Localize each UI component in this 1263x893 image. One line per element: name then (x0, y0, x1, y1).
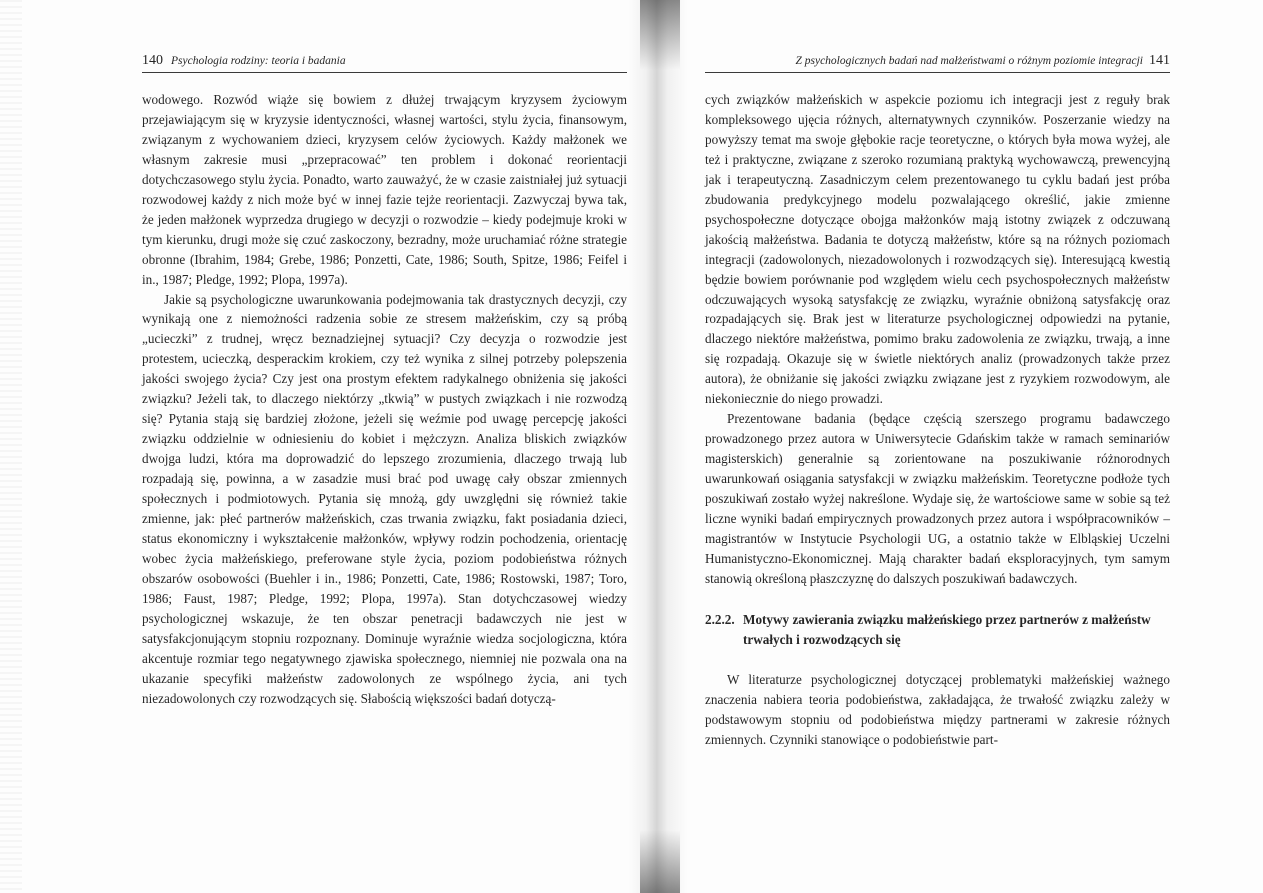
book-gutter (628, 0, 688, 893)
left-paragraph-2: Jakie są psychologiczne uwarunkowania podejmowania tak drastycznych decyzji, czy wynikają one z niemożności radzenia sobie ze stresem małżeńskim, czy są próbą „ucieczki” z trudnej, wręcz beznadziejnej sytuacji? Czy decyzja o rozwodzie jest protestem, ucieczką, desperackim krokiem, czy też wynika z silnej potrzeby polepszenia jakości swojego życia? Czy jest ona prostym efektem radykalnego obniżenia się jakości związku? Jeżeli tak, to dlaczego niektórzy „tkwią” w pustych związkach i nie rozwodzą się? Pytania stają się bardziej złożone, jeżeli się weźmie pod uwagę percepcję jakości związku oddzielnie w odniesieniu do kobiet i mężczyzn. Analiza bliskich związków dwojga ludzi, która ma doprowadzić do lepszego zrozumienia, dlaczego trwają lub rozpadają się, powinna, a w zasadzie musi brać pod uwagę cały obszar zmiennych społecznych i podmiotowych. Pytania się mnożą, gdy uwzględni się również takie zmienne, jak: płeć partnerów małżeńskich, czas trwania związku, fakt posiadania dzieci, status ekonomiczny i wykształcenie małżonków, wpływy rodzin pochodzenia, orientację wobec życia małżeńskiego, preferowane style życia, poziom podobieństwa różnych obszarów osobowości (Buehler i in., 1986; Ponzetti, Cate, 1986; Rostowski, 1987; Toro, 1986; Faust, 1987; Pledge, 1992; Plopa, 1997a). Stan dotychczasowej wiedzy psychologicznej wskazuje, że ten obszar penetracji badawczych nie jest w satysfakcjonującym stopniu rozpoznany. Dominuje wyraźnie wiedza socjologiczna, która akcentuje rozmiar tego negatywnego zjawiska społecznego, niemniej nie pozwala ona na ukazanie specyfiki małżeństw zadowolonych ze wspólnego życia, ani tych niezadowolonych czy rozwodzących się. Słabością większości badań dotyczą- (142, 291, 627, 706)
right-page-header (705, 50, 1170, 73)
left-page (142, 0, 627, 893)
left-page-body (142, 90, 627, 709)
left-paragraph-1: wodowego. Rozwód wiąże się bowiem z dłużej trwającym kryzysem życiowym przejawiającym się w kryzysie identyczności, własnej wartości, stylu życia, finansowym, związanym z wychowaniem dzieci, kryzysem celów życiowych. Każdy małżonek we własnym zakresie musi „przepracować” ten problem i dokonać reorientacji dotychczasowego stylu życia. Ponadto, warto zauważyć, że w czasie zaistniałej już sytuacji rozwodowej każdy z nich może być w innej fazie tejże reorientacji. Zazwyczaj bywa tak, że jeden małżonek wyprzedza drugiego w decyzji o rozwodzie – kiedy podejmuje kroki w tym kierunku, drugi może się czuć zaskoczony, bezradny, może uruchamiać różne strategie obronne (Ibrahim, 1984; Grebe, 1986; Ponzetti, Cate, 1986; South, Spitze, 1986; Feifel i in., 1987; Pledge, 1992; Plopa, 1997a). (142, 92, 627, 287)
right-page-body (705, 90, 1170, 750)
right-paragraph-3: W literaturze psychologicznej dotyczącej problematyki małżeńskiej ważnego znaczenia nabiera teoria podobieństwa, zakładająca, że trwałość związku zależy w podstawowym stopniu od podobieństwa między partnerami w zakresie różnych zmiennych. Czynniki stanowiące o podobieństwie part- (705, 671, 1170, 747)
right-page (705, 0, 1170, 893)
gutter-shadow-bottom (640, 830, 680, 893)
right-running-head: Z psychologicznych badań nad małżeństwami o różnym poziomie integracji (795, 55, 1143, 67)
gutter-shadow-top (640, 0, 680, 70)
section-heading (705, 610, 1170, 650)
left-running-head: Psychologia rodziny: teoria i badania (171, 55, 346, 67)
right-paragraph-2: Prezentowane badania (będące częścią szerszego programu badawczego prowadzonego przez autora w Uniwersytecie Gdańskim także w ramach seminariów magisterskich) generalnie są zorientowane na poszukiwanie różnorodnych uwarunkowań osiągania satysfakcji w związku małżeńskim. Teoretyczne podłoże tych poszukiwań zostało wyżej nakreślone. Wydaje się, że wartościowe same w sobie są też liczne wyniki badań empirycznych prowadzonych przez autora i współpracowników – magistrantów w Instytucie Psychologii UG, a ostatnio także w Elbląskiej Uczelni Humanistyczno-Ekonomicznej. Mają charakter badań eksploracyjnych, tym samym stanowią określoną płaszczyznę do dalszych poszukiwań badawczych. (705, 411, 1170, 586)
right-page-number: 141 (1149, 53, 1170, 68)
section-heading-number: 2.2.2. (705, 611, 735, 627)
section-heading-text: Motywy zawierania związku małżeńskiego przez partnerów z małżeństw trwałych i rozwodzących się (743, 611, 1151, 647)
page-edge-shadow (0, 0, 22, 893)
left-page-header (142, 50, 627, 73)
left-page-number: 140 (142, 53, 163, 68)
right-paragraph-1: cych związków małżeńskich w aspekcie poziomu ich integracji jest z reguły brak kompleksowego ujęcia różnych, alternatywnych czynników. Poszerzanie wiedzy na powyższy temat ma swoje głębokie racje teoretyczne, o których była mowa wyżej, ale też i praktyczne, związane z szeroko rozumianą praktyką wychowawczą, prewencyjną jak i terapeutyczną. Zasadniczym celem prezentowanego tu cyklu badań jest próba zbudowania predykcyjnego modelu pozwalającego określić, jakie zmienne psychospołeczne dotyczące obojga małżonków mają istotny związek z odczuwaną jakością małżeństwa. Badania te dotyczą małżeństw, które są na różnych poziomach integracji (zadowolonych, niezadowolonych i rozwodzących się). Interesującą kwestią będzie bowiem porównanie pod względem wielu cech psychospołecznych małżeństw odczuwających wysoką satysfakcję ze związku, wyraźnie obniżoną satysfakcję oraz rozpadających się. Brak jest w literaturze psychologicznej odpowiedzi na pytanie, dlaczego niektóre małżeństwa, pomimo braku zadowolenia ze związku, trwają, a inne się rozpadają. Okazuje się w świetle niektórych analiz (prowadzonych także przez autora), że obniżanie się jakości związku związane jest z ryzykiem rozwodowym, ale niekoniecznie do niego prowadzi. (705, 92, 1170, 407)
